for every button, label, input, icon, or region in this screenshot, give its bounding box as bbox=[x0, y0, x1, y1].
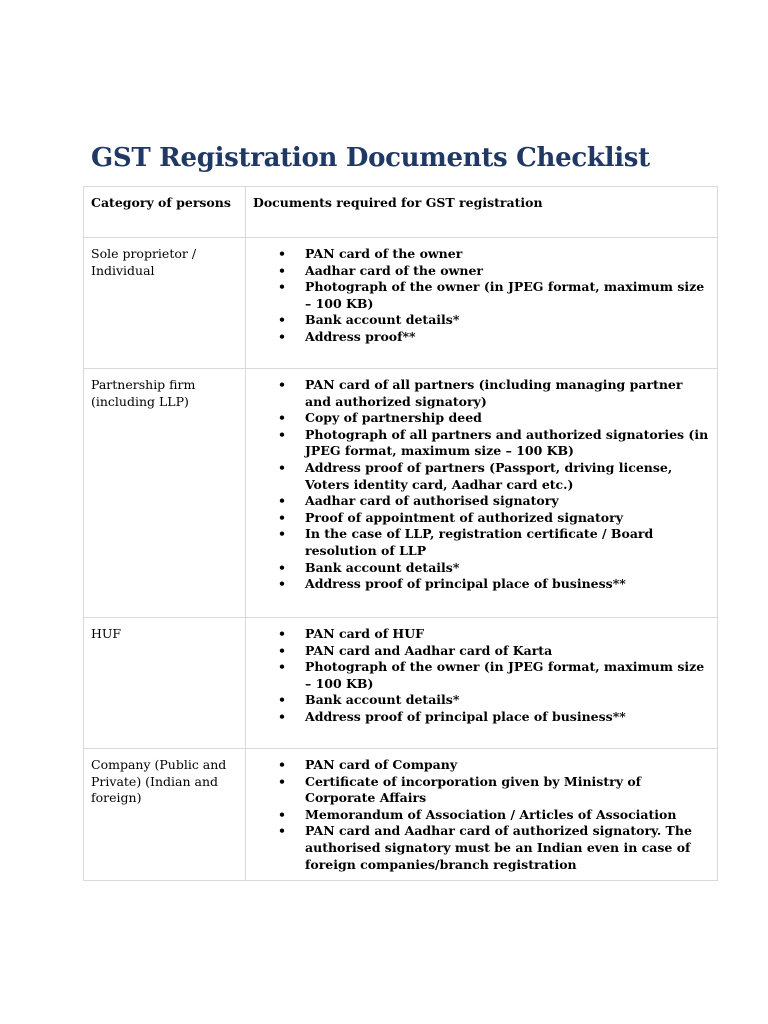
document-item: • PAN card of Company bbox=[298, 757, 711, 774]
category-cell: Company (Public and Private) (Indian and foreign) bbox=[84, 749, 246, 881]
document-item: • Copy of partnership deed bbox=[298, 410, 711, 427]
document-item: • Photograph of the owner (in JPEG format, maximum size – 100 KB) bbox=[298, 279, 711, 312]
document-item: • Bank account details* bbox=[298, 312, 711, 329]
documents-cell bbox=[246, 749, 718, 881]
table-row bbox=[84, 369, 718, 618]
document-item: • PAN card of HUF bbox=[298, 626, 711, 643]
document-item: • Address proof of partners (Passport, driving license, Voters identity card, Aadhar card etc.) bbox=[298, 460, 711, 493]
column-header-documents: Documents required for GST registration bbox=[246, 187, 718, 238]
documents-cell bbox=[246, 369, 718, 618]
document-item: • Photograph of all partners and authorized signatories (in JPEG format, maximum size – 100 KB) bbox=[298, 427, 711, 460]
column-header-category: Category of persons bbox=[84, 187, 246, 238]
document-item: • PAN card and Aadhar card of Karta bbox=[298, 643, 711, 660]
documents-list bbox=[253, 626, 711, 726]
documents-checklist-table bbox=[83, 186, 718, 881]
table-row bbox=[84, 749, 718, 881]
document-item: • Photograph of the owner (in JPEG format, maximum size – 100 KB) bbox=[298, 659, 711, 692]
category-cell: Sole proprietor / Individual bbox=[84, 238, 246, 369]
document-item: • Memorandum of Association / Articles of Association bbox=[298, 807, 711, 824]
documents-list bbox=[253, 757, 711, 873]
table-header-row bbox=[84, 187, 718, 238]
document-item: • Bank account details* bbox=[298, 692, 711, 709]
documents-list bbox=[253, 246, 711, 346]
category-cell: HUF bbox=[84, 618, 246, 749]
document-item: • Bank account details* bbox=[298, 560, 711, 577]
document-item: • Address proof of principal place of business** bbox=[298, 576, 711, 593]
category-cell: Partnership firm (including LLP) bbox=[84, 369, 246, 618]
page-title: GST Registration Documents Checklist bbox=[91, 143, 650, 173]
document-item: • Proof of appointment of authorized signatory bbox=[298, 510, 711, 527]
document-item: • Address proof** bbox=[298, 329, 711, 346]
document-item: • Address proof of principal place of business** bbox=[298, 709, 711, 726]
document-item: • PAN card of all partners (including managing partner and authorized signatory) bbox=[298, 377, 711, 410]
document-item: • Aadhar card of the owner bbox=[298, 263, 711, 280]
document-item: • Certificate of incorporation given by Ministry of Corporate Affairs bbox=[298, 774, 711, 807]
table-row bbox=[84, 618, 718, 749]
documents-cell bbox=[246, 238, 718, 369]
document-item: • PAN card and Aadhar card of authorized signatory. The authorised signatory must be an Indian even in case of foreign companies/branch registration bbox=[298, 823, 711, 873]
documents-list bbox=[253, 377, 711, 593]
table-row bbox=[84, 238, 718, 369]
documents-cell bbox=[246, 618, 718, 749]
document-item: • Aadhar card of authorised signatory bbox=[298, 493, 711, 510]
document-item: • In the case of LLP, registration certificate / Board resolution of LLP bbox=[298, 526, 711, 559]
document-item: • PAN card of the owner bbox=[298, 246, 711, 263]
